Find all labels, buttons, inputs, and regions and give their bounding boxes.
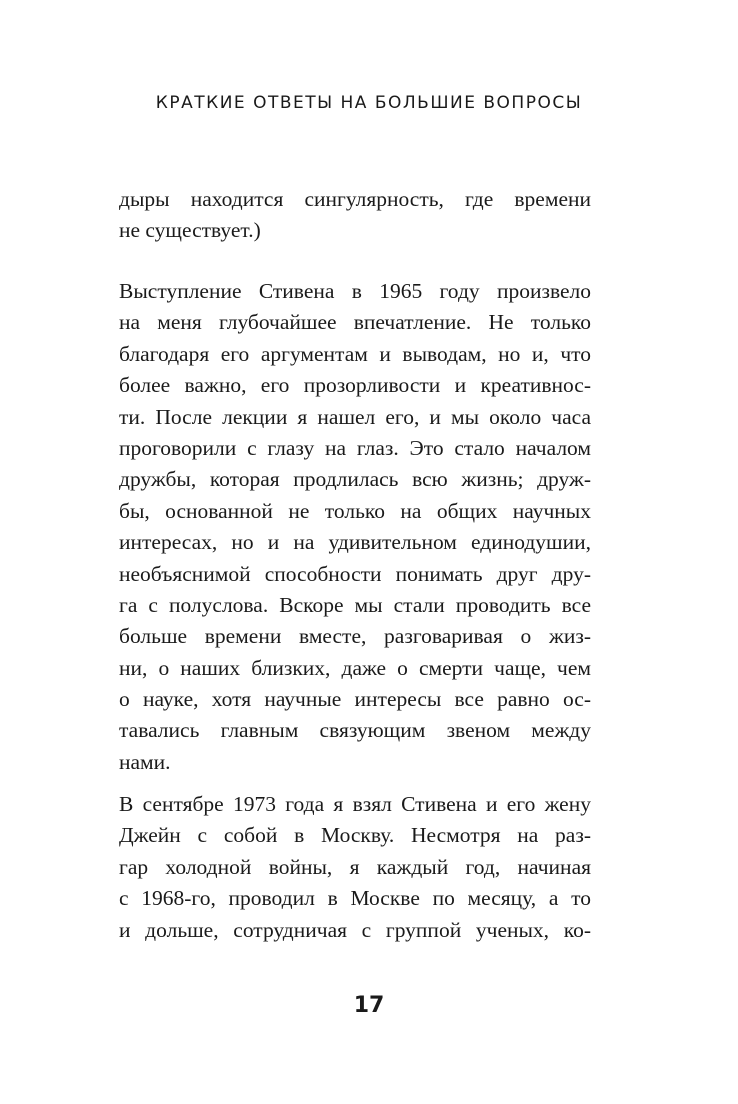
text-line: Выступление Стивена в 1965 году произвело — [119, 279, 591, 303]
text-line: и дольше, сотрудничая с группой ученых, ко- — [119, 917, 591, 942]
text-line: более важно, его прозорливости и креативнос- — [119, 373, 591, 398]
text-line: бы, основанной не только на общих научных — [119, 498, 591, 523]
page-number: 17 — [353, 993, 385, 1018]
text-line: проговорили с глазу на глаз. Это стало началом — [119, 435, 591, 460]
text-line: Джейн с собой в Москву. Несмотря на раз- — [119, 823, 591, 848]
text-line: благодаря его аргументам и выводам, но и, что — [119, 341, 591, 366]
text-line: га с полуслова. Вскоре мы стали проводить все — [119, 592, 591, 617]
text-line: тавались главным связующим звеном между — [119, 718, 591, 743]
paragraph-2 — [119, 276, 591, 778]
text-line: интересах, но и на удивительном единодушии, — [119, 530, 591, 555]
text-line: дыры находится сингулярность, где времени — [119, 187, 591, 211]
text-line: больше времени вместе, разговаривая о жиз- — [119, 624, 591, 649]
text-line: дружбы, которая продлилась всю жизнь; друж- — [119, 467, 591, 492]
text-line: с 1968-го, проводил в Москве по месяцу, а то — [119, 886, 591, 911]
paragraph-1 — [119, 184, 591, 247]
text-line: В сентябре 1973 года я взял Стивена и его жену — [119, 792, 591, 816]
text-line: ти. После лекции я нашел его, и мы около часа — [119, 404, 591, 429]
text-line: гар холодной войны, я каждый год, начиная — [119, 854, 591, 879]
text-line: необъяснимой способности понимать друг дру- — [119, 561, 591, 586]
text-line: на меня глубочайшее впечатление. Не только — [119, 310, 591, 335]
text-line: не существует.) — [119, 218, 261, 243]
paragraph-3 — [119, 789, 591, 946]
text-line: ни, о наших близких, даже о смерти чаще, чем — [119, 655, 591, 680]
text-line: нами. — [119, 749, 171, 774]
running-head: КРАТКИЕ ОТВЕТЫ НА БОЛЬШИЕ ВОПРОСЫ — [155, 93, 583, 113]
text-line: о науке, хотя научные интересы все равно ос- — [119, 687, 591, 712]
